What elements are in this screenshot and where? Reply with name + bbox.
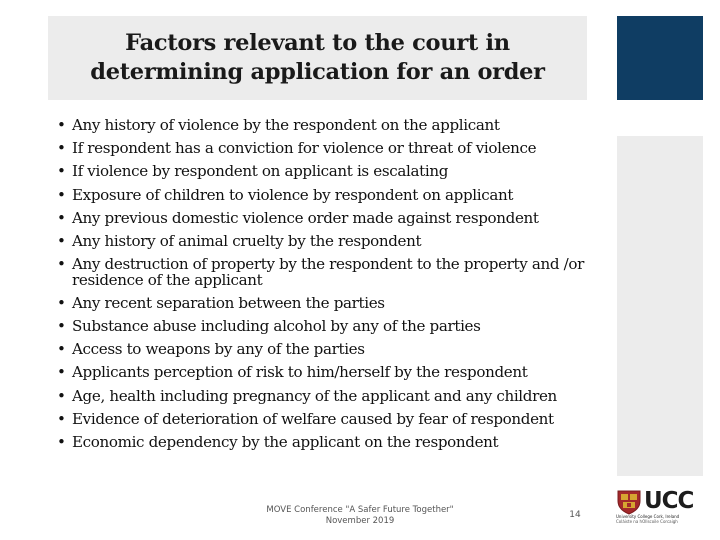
bullet-icon: • <box>57 139 66 158</box>
list-item <box>57 231 617 250</box>
bullet-icon: • <box>57 386 66 405</box>
bullet-icon: • <box>57 255 66 274</box>
bullet-icon: • <box>57 185 66 204</box>
list-item-text: Age, health including pregnancy of the applicant and any children <box>72 386 557 405</box>
bullet-icon: • <box>57 208 66 227</box>
logo-wordmark: UCC <box>644 488 694 514</box>
list-item-text: If respondent has a conviction for violence or threat of violence <box>72 139 537 158</box>
list-item <box>57 118 617 134</box>
bullet-icon: • <box>57 409 66 428</box>
list-item <box>57 386 617 405</box>
bullet-icon: • <box>57 317 66 336</box>
list-item-text: If violence by respondent on applicant is escalating <box>72 162 449 181</box>
footer-conference-line-1: MOVE Conference "A Safer Future Together" <box>266 505 454 515</box>
accent-square <box>617 16 703 100</box>
bullet-icon: • <box>57 162 66 181</box>
side-panel <box>617 136 703 476</box>
list-item <box>57 185 617 204</box>
list-item-text: Any history of violence by the respondent on the applicant <box>72 116 500 134</box>
list-item-text: Any history of animal cruelty by the respondent <box>72 231 422 250</box>
footer-conference <box>245 505 475 527</box>
ucc-logo <box>614 488 714 532</box>
slide-title <box>90 29 544 87</box>
list-item <box>57 319 617 335</box>
bullet-icon: • <box>57 116 66 134</box>
bullet-icon: • <box>57 293 66 312</box>
list-item <box>57 435 617 451</box>
bullet-icon: • <box>57 363 66 382</box>
list-item-text: Access to weapons by any of the parties <box>72 340 365 359</box>
list-item <box>57 342 617 358</box>
slide-title-line-2: determining application for an order <box>90 59 545 85</box>
list-item-text: Any previous domestic violence order made against respondent <box>72 208 539 227</box>
list-item-text: Any destruction of property by the respondent to the property and /or residence of the applicant <box>72 255 584 289</box>
list-item <box>57 208 617 227</box>
list-item-text: Exposure of children to violence by respondent on applicant <box>72 185 514 204</box>
list-item <box>57 365 617 381</box>
logo-subtitle-irish: Coláiste na hOllscoile Corcaigh <box>616 519 678 524</box>
title-box <box>48 16 587 100</box>
list-item <box>57 164 617 180</box>
list-item <box>57 141 617 157</box>
crest-icon <box>616 489 642 515</box>
list-item-text: Applicants perception of risk to him/herself by the respondent <box>72 363 528 382</box>
list-item <box>57 257 592 288</box>
list-item-text: Any recent separation between the parties <box>72 293 385 312</box>
list-item-text: Economic dependency by the applicant on the respondent <box>72 433 499 452</box>
factor-list <box>57 118 617 458</box>
page-number: 14 <box>569 510 581 520</box>
slide-title-line-1: Factors relevant to the court in <box>125 30 510 56</box>
bullet-icon: • <box>57 231 66 250</box>
logo-subtitle: University College Cork, Ireland <box>616 514 680 519</box>
list-item-text: Evidence of deterioration of welfare caused by fear of respondent <box>72 409 554 428</box>
list-item <box>57 293 617 312</box>
bullet-icon: • <box>57 433 66 452</box>
footer-conference-line-2: November 2019 <box>325 516 395 526</box>
list-item <box>57 409 617 428</box>
bullet-icon: • <box>57 340 66 359</box>
list-item-text: Substance abuse including alcohol by any of the parties <box>72 317 481 336</box>
